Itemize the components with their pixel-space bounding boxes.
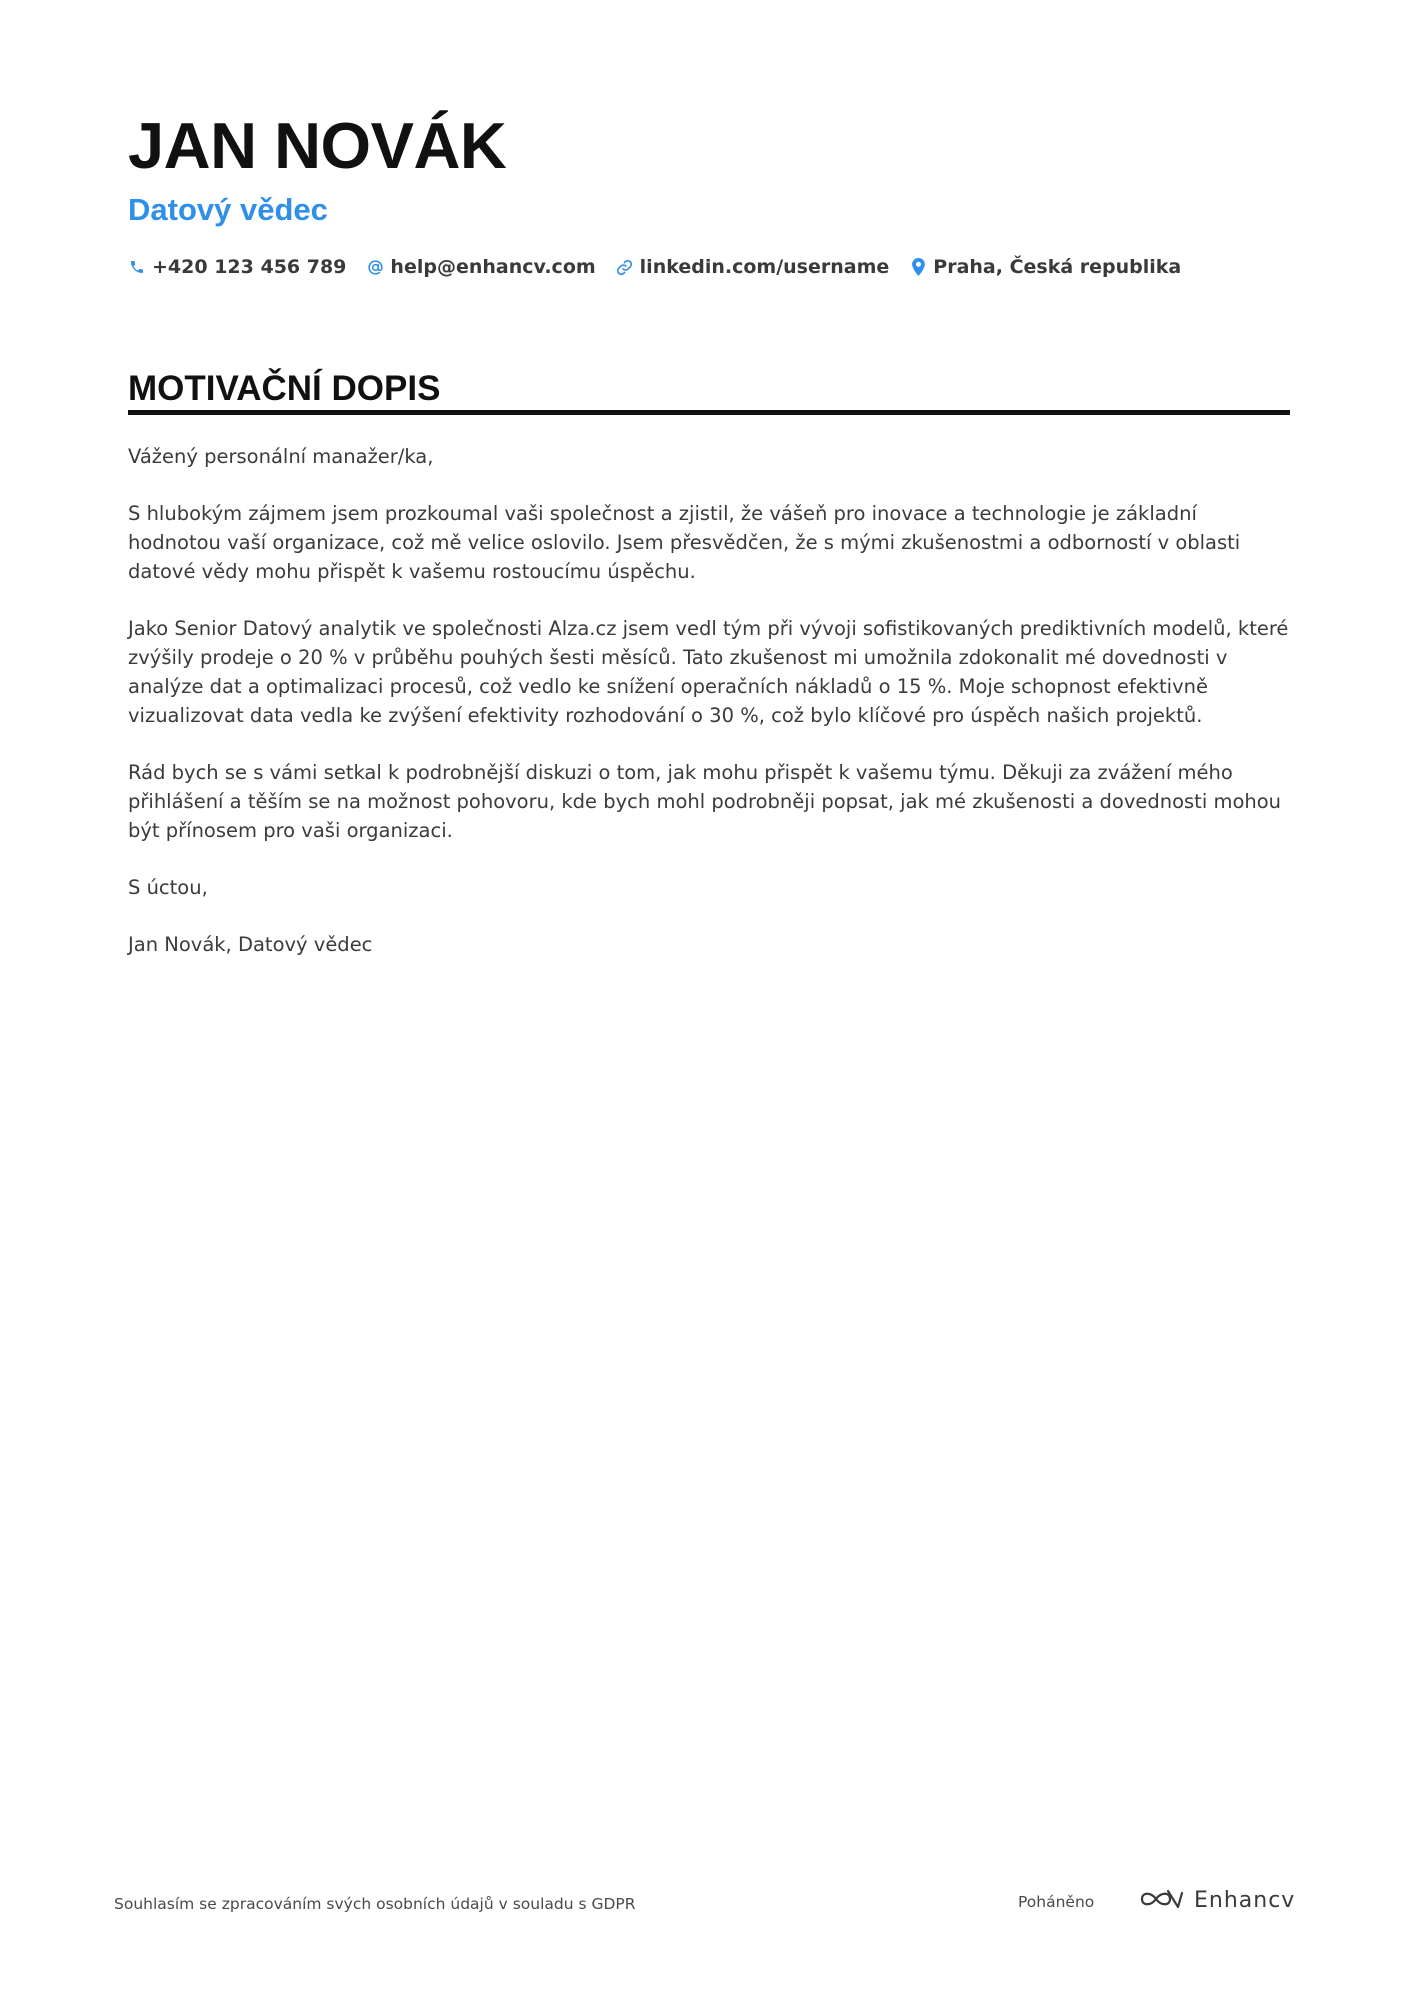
enhancv-brand-link[interactable] — [1138, 1887, 1295, 1915]
contact-phone[interactable] — [128, 254, 346, 280]
contact-bar — [128, 254, 1181, 280]
link-icon — [616, 258, 634, 276]
location-text: Praha, Česká republika — [933, 256, 1182, 278]
phone-text: +420 123 456 789 — [152, 256, 347, 278]
letter-paragraph: Jako Senior Datový analytik ve společnosti Alza.cz jsem vedl tým při vývoji sofistikovaných prediktivních modelů, které zvýšily prodeje o 20 % v průběhu pouhých šesti měsíců. Tato zkušenost mi umožnila zdokonalit mé dovednosti v analýze dat a optimalizaci procesů, což vedlo ke snížení operačních nákladů o 15 %. Moje schopnost efektivně vizualizovat data vedla ke zvýšení efektivity rozhodování o 30 %, což bylo klíčové pro úspěch našich projektů. — [128, 617, 1289, 727]
at-icon — [366, 258, 384, 276]
phone-icon — [128, 258, 146, 276]
gdpr-consent-text: Souhlasím se zpracováním svých osobních údajů v souladu s GDPR — [114, 1895, 636, 1913]
section-divider — [128, 410, 1290, 415]
email-text: help@enhancv.com — [390, 256, 596, 278]
enhancv-logo-icon — [1138, 1887, 1184, 1915]
applicant-name: JAN NOVÁK — [128, 109, 507, 182]
section-title: MOTIVAČNÍ DOPIS — [128, 369, 441, 408]
applicant-role: Datový vědec — [128, 192, 328, 227]
letter-paragraph: S hlubokým zájmem jsem prozkoumal vaši společnost a zjistil, že vášeň pro inovace a technologie je základní hodnotou vaší organizace, což mě velice oslovilo. Jsem přesvědčen, že s mými zkušenostmi a odborností v oblasti datové vědy mohu přispět k vašemu rostoucímu úspěchu. — [128, 502, 1241, 583]
letter-signature: Jan Novák, Datový vědec — [128, 933, 373, 956]
contact-email[interactable] — [366, 254, 595, 280]
enhancv-brand-name: Enhancv — [1194, 1888, 1296, 1913]
powered-by-label: Poháněno — [1018, 1893, 1095, 1911]
contact-location — [909, 254, 1181, 280]
letter-body — [128, 442, 1290, 987]
letter-paragraph: Rád bych se s vámi setkal k podrobnější diskuzi o tom, jak mohu přispět k vašemu týmu. Děkuji za zvážení mého přihlášení a těším se na možnost pohovoru, kde bych mohl podrobněji popsat, jak mé zkušenosti a dovednosti mohou být přínosem pro vaši organizaci. — [128, 761, 1282, 842]
letter-closing: S úctou, — [128, 876, 208, 899]
contact-linkedin[interactable] — [616, 254, 890, 280]
location-pin-icon — [909, 258, 927, 276]
linkedin-text: linkedin.com/username — [639, 256, 890, 278]
letter-salutation: Vážený personální manažer/ka, — [128, 445, 434, 468]
